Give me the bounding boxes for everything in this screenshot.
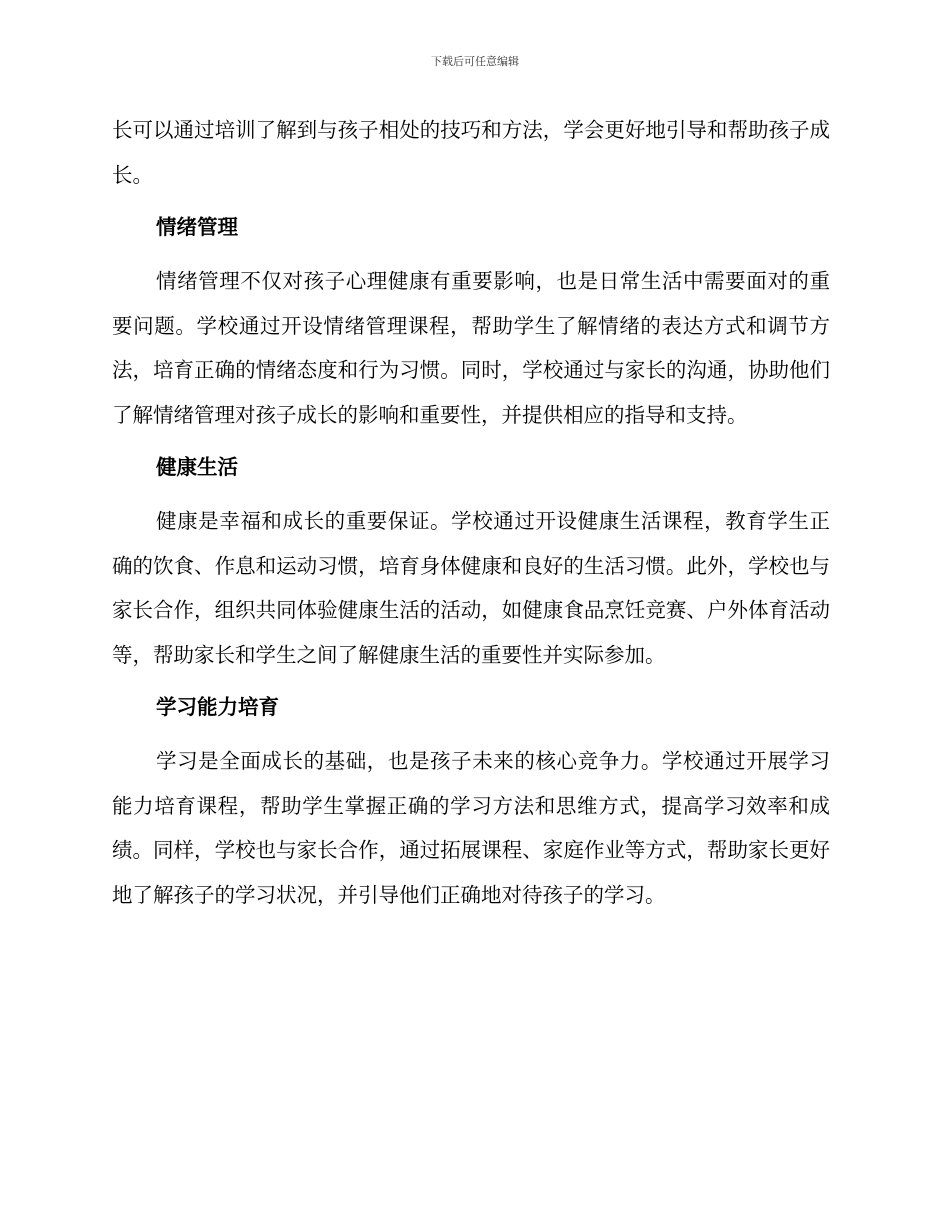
section-heading-learning: 学习能力培育	[156, 695, 279, 719]
page-header: 下载后可任意编辑	[431, 55, 519, 68]
section-paragraph-emotion: 情绪管理不仅对孩子心理健康有重要影响，也是日常生活中需要面对的重要问题。学校通过开设情绪管理课程，帮助学生了解情绪的表达方式和调节方法，培育正确的情绪态度和行为习惯。同时，学校通过与家长的沟通，协助他们了解情绪管理对孩子成长的影响和重要性，并提供相应的指导和支持。	[112, 269, 830, 427]
section-paragraph-health: 健康是幸福和成长的重要保证。学校通过开设健康生活课程，教育学生正确的饮食、作息和运动习惯，培育身体健康和良好的生活习惯。此外，学校也与家长合作，组织共同体验健康生活的活动，如健康食品烹饪竞赛、户外体育活动等，帮助家长和学生之间了解健康生活的重要性并实际参加。	[112, 509, 830, 667]
continuation-paragraph: 长可以通过培训了解到与孩子相处的技巧和方法，学会更好地引导和帮助孩子成长。	[112, 118, 830, 187]
section-heading-emotion: 情绪管理	[156, 215, 238, 239]
section-paragraph-learning: 学习是全面成长的基础，也是孩子未来的核心竞争力。学校通过开展学习能力培育课程，帮助学生掌握正确的学习方法和思维方式，提高学习效率和成绩。同样，学校也与家长合作，通过拓展课程、家庭作业等方式，帮助家长更好地了解孩子的学习状况，并引导他们正确地对待孩子的学习。	[112, 749, 830, 907]
section-heading-health: 健康生活	[156, 455, 238, 479]
document-body	[112, 108, 830, 917]
